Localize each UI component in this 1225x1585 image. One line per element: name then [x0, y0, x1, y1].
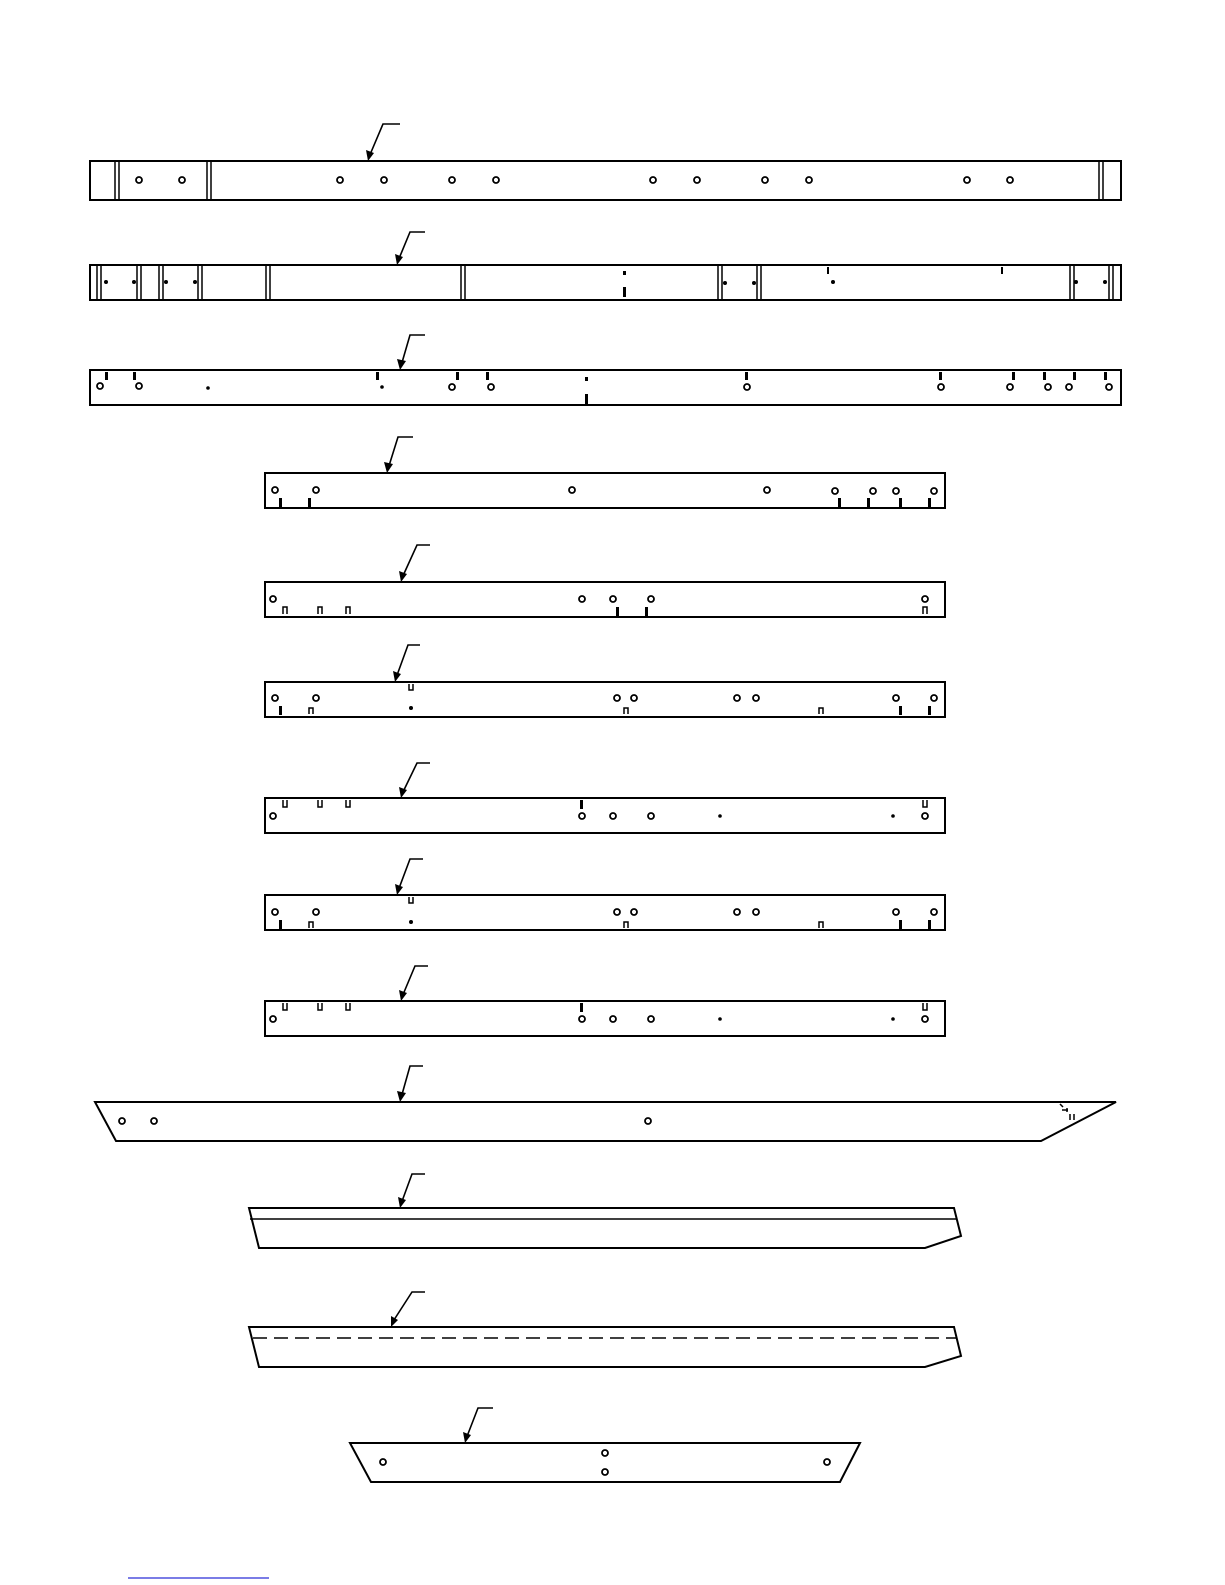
part-8-leader [395, 859, 423, 895]
hole [579, 813, 585, 819]
hole [270, 596, 276, 602]
hole [569, 487, 575, 493]
hole [753, 695, 759, 701]
hole [381, 177, 387, 183]
hole [648, 1016, 654, 1022]
hole [922, 1016, 928, 1022]
hole [734, 909, 740, 915]
hole [313, 487, 319, 493]
hole [734, 695, 740, 701]
part-4-body [265, 473, 945, 508]
hole [648, 596, 654, 602]
hole [753, 909, 759, 915]
part-9 [265, 966, 945, 1036]
hole [610, 596, 616, 602]
hole [650, 177, 656, 183]
hole [488, 384, 494, 390]
hole [610, 1016, 616, 1022]
part-3-leader [397, 335, 425, 370]
hole [762, 177, 768, 183]
hole [272, 695, 278, 701]
hole [1106, 384, 1112, 390]
hole [1045, 384, 1051, 390]
hole [964, 177, 970, 183]
part-12-body [249, 1327, 961, 1367]
part-13 [350, 1408, 860, 1482]
hole [893, 695, 899, 701]
part-3 [90, 335, 1121, 405]
part-10 [95, 1066, 1116, 1141]
part-5 [265, 545, 945, 617]
hole [614, 909, 620, 915]
hole [602, 1469, 608, 1475]
part-13-body [350, 1443, 860, 1482]
hole [272, 487, 278, 493]
hole [648, 813, 654, 819]
hole [764, 487, 770, 493]
hole [893, 488, 899, 494]
hole [645, 1118, 651, 1124]
part-12-leader [391, 1292, 425, 1327]
part-2-leader [395, 232, 425, 265]
hole [1007, 177, 1013, 183]
hole [824, 1459, 830, 1465]
hole [272, 909, 278, 915]
part-2-body [90, 265, 1121, 300]
hole [337, 177, 343, 183]
hole [631, 909, 637, 915]
part-7-leader [399, 763, 430, 798]
hole [449, 384, 455, 390]
hole [119, 1118, 125, 1124]
part-1-leader [366, 124, 400, 161]
part-5-leader [399, 545, 430, 582]
part-4-leader [384, 437, 413, 473]
hole [493, 177, 499, 183]
part-6-body [265, 682, 945, 717]
hole [694, 177, 700, 183]
hole [931, 695, 937, 701]
part-6-leader [393, 645, 420, 682]
hole [313, 695, 319, 701]
part-3-body [90, 370, 1121, 405]
part-7 [265, 763, 945, 833]
hole [449, 177, 455, 183]
part-4 [265, 437, 945, 508]
part-6 [265, 645, 945, 717]
part-12 [249, 1292, 961, 1367]
hole [806, 177, 812, 183]
hole [922, 596, 928, 602]
hole [270, 1016, 276, 1022]
hole [136, 383, 142, 389]
hole [136, 177, 142, 183]
hole [579, 1016, 585, 1022]
hole [602, 1450, 608, 1456]
part-1 [90, 124, 1121, 200]
hole [893, 909, 899, 915]
hole [832, 488, 838, 494]
hole [313, 909, 319, 915]
part-9-body [265, 1001, 945, 1036]
part-5-body [265, 582, 945, 617]
hole [270, 813, 276, 819]
hole [179, 177, 185, 183]
hole [1066, 384, 1072, 390]
hole [151, 1118, 157, 1124]
hole [931, 488, 937, 494]
part-2 [90, 232, 1121, 300]
hole [97, 383, 103, 389]
hole [938, 384, 944, 390]
part-8-body [265, 895, 945, 930]
part-11 [249, 1174, 961, 1248]
hole [579, 596, 585, 602]
part-13-leader [463, 1408, 493, 1443]
hole [744, 384, 750, 390]
hole [870, 488, 876, 494]
hole [610, 813, 616, 819]
hole [931, 909, 937, 915]
hole [631, 695, 637, 701]
hole [922, 813, 928, 819]
part-7-body [265, 798, 945, 833]
part-11-leader [398, 1174, 425, 1208]
hole [1007, 384, 1013, 390]
part-8 [265, 859, 945, 930]
part-10-leader [397, 1066, 423, 1102]
hole [614, 695, 620, 701]
part-11-body [249, 1208, 961, 1248]
part-10-body [95, 1102, 1116, 1141]
part-9-leader [399, 966, 428, 1001]
hole [380, 1459, 386, 1465]
